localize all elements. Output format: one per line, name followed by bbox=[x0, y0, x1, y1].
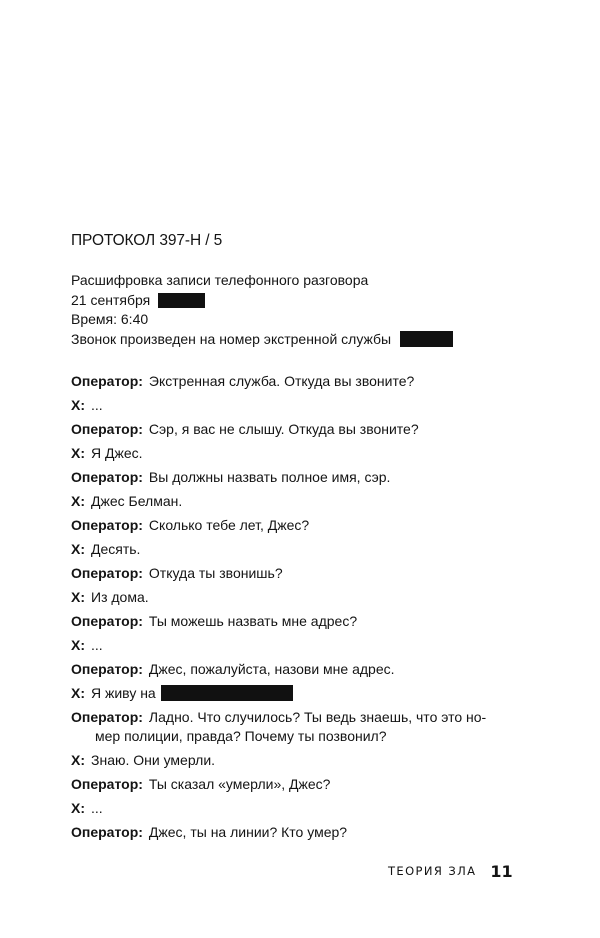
transcript-label: Расшифровка записи телефонного разговора bbox=[71, 272, 369, 288]
speaker-label: Х: bbox=[71, 800, 85, 816]
dialog-line bbox=[71, 396, 531, 415]
dialog-text: ... bbox=[91, 397, 103, 413]
speaker-label: Оператор: bbox=[71, 373, 143, 389]
speaker-label: Оператор: bbox=[71, 421, 143, 437]
speaker-label: Оператор: bbox=[71, 776, 143, 792]
dialog-text: Знаю. Они умерли. bbox=[91, 752, 216, 768]
speaker-label: Оператор: bbox=[71, 565, 143, 581]
date-line bbox=[71, 291, 453, 311]
speaker-label: Оператор: bbox=[71, 661, 143, 677]
dialog-line bbox=[71, 564, 531, 583]
dialog-text: Сколько тебе лет, Джес? bbox=[148, 517, 310, 533]
speaker-label: Х: bbox=[71, 685, 85, 701]
speaker-label: Оператор: bbox=[71, 613, 143, 629]
date-text: 21 сентября bbox=[71, 291, 151, 308]
dialog-transcript bbox=[71, 372, 531, 847]
speaker-label: Оператор: bbox=[71, 824, 143, 840]
speaker-label: Х: bbox=[71, 752, 85, 768]
dialog-line bbox=[71, 516, 531, 535]
dialog-line bbox=[71, 708, 531, 746]
dialog-line bbox=[71, 799, 531, 818]
dialog-text: ... bbox=[91, 637, 103, 653]
dialog-line bbox=[71, 823, 531, 842]
dialog-line bbox=[71, 468, 531, 487]
dialog-line bbox=[71, 540, 531, 559]
dialog-line bbox=[71, 588, 531, 607]
dialog-text: Джес Белман. bbox=[91, 493, 183, 509]
dialog-text: ... bbox=[91, 800, 103, 816]
dialog-line bbox=[71, 420, 531, 439]
page-number: 11 bbox=[490, 862, 513, 881]
dialog-line bbox=[71, 444, 531, 463]
dialog-text: Экстренная служба. Откуда вы звоните? bbox=[148, 373, 415, 389]
dialog-line bbox=[71, 492, 531, 511]
speaker-label: Х: bbox=[71, 397, 85, 413]
redaction-bar bbox=[400, 331, 453, 347]
dialog-line bbox=[71, 612, 531, 631]
dialog-text: Сэр, я вас не слышу. Откуда вы звоните? bbox=[148, 421, 419, 437]
redaction-bar bbox=[161, 685, 293, 701]
page-footer bbox=[388, 862, 513, 882]
dialog-line bbox=[71, 660, 531, 679]
call-text: Звонок произведен на номер экстренной службы bbox=[71, 330, 392, 347]
dialog-text: Я Джес. bbox=[91, 445, 143, 461]
dialog-text: Вы должны назвать полное имя, сэр. bbox=[148, 469, 391, 485]
dialog-line bbox=[71, 684, 531, 703]
dialog-line bbox=[71, 775, 531, 794]
dialog-text: Ты можешь назвать мне адрес? bbox=[148, 613, 358, 629]
dialog-line bbox=[71, 751, 531, 770]
dialog-text-continuation: мер полиции, правда? Почему ты позвонил? bbox=[95, 728, 387, 744]
dialog-text: Десять. bbox=[91, 541, 141, 557]
speaker-label: Х: bbox=[71, 445, 85, 461]
speaker-label: Х: bbox=[71, 541, 85, 557]
speaker-label: Оператор: bbox=[71, 709, 143, 725]
speaker-label: Х: bbox=[71, 637, 85, 653]
speaker-label: Х: bbox=[71, 493, 85, 509]
speaker-label: Оператор: bbox=[71, 517, 143, 533]
time-line: Время: 6:40 bbox=[71, 311, 149, 327]
transcript-meta bbox=[71, 271, 453, 349]
running-title: ТЕОРИЯ ЗЛА bbox=[388, 864, 477, 878]
dialog-text: Джес, пожалуйста, назови мне адрес. bbox=[148, 661, 395, 677]
dialog-text: Джес, ты на линии? Кто умер? bbox=[148, 824, 348, 840]
dialog-line bbox=[71, 636, 531, 655]
dialog-line bbox=[71, 372, 531, 391]
speaker-label: Оператор: bbox=[71, 469, 143, 485]
dialog-text: Ты сказал «умерли», Джес? bbox=[148, 776, 331, 792]
dialog-text: Ладно. Что случилось? Ты ведь знаешь, что это но- bbox=[148, 709, 487, 725]
call-line bbox=[71, 330, 453, 350]
dialog-text: Из дома. bbox=[91, 589, 149, 605]
redaction-bar bbox=[158, 293, 205, 308]
protocol-title: ПРОТОКОЛ 397-Н / 5 bbox=[71, 232, 223, 249]
speaker-label: Х: bbox=[71, 589, 85, 605]
dialog-text: Я живу на bbox=[91, 685, 156, 701]
dialog-text: Откуда ты звонишь? bbox=[148, 565, 283, 581]
